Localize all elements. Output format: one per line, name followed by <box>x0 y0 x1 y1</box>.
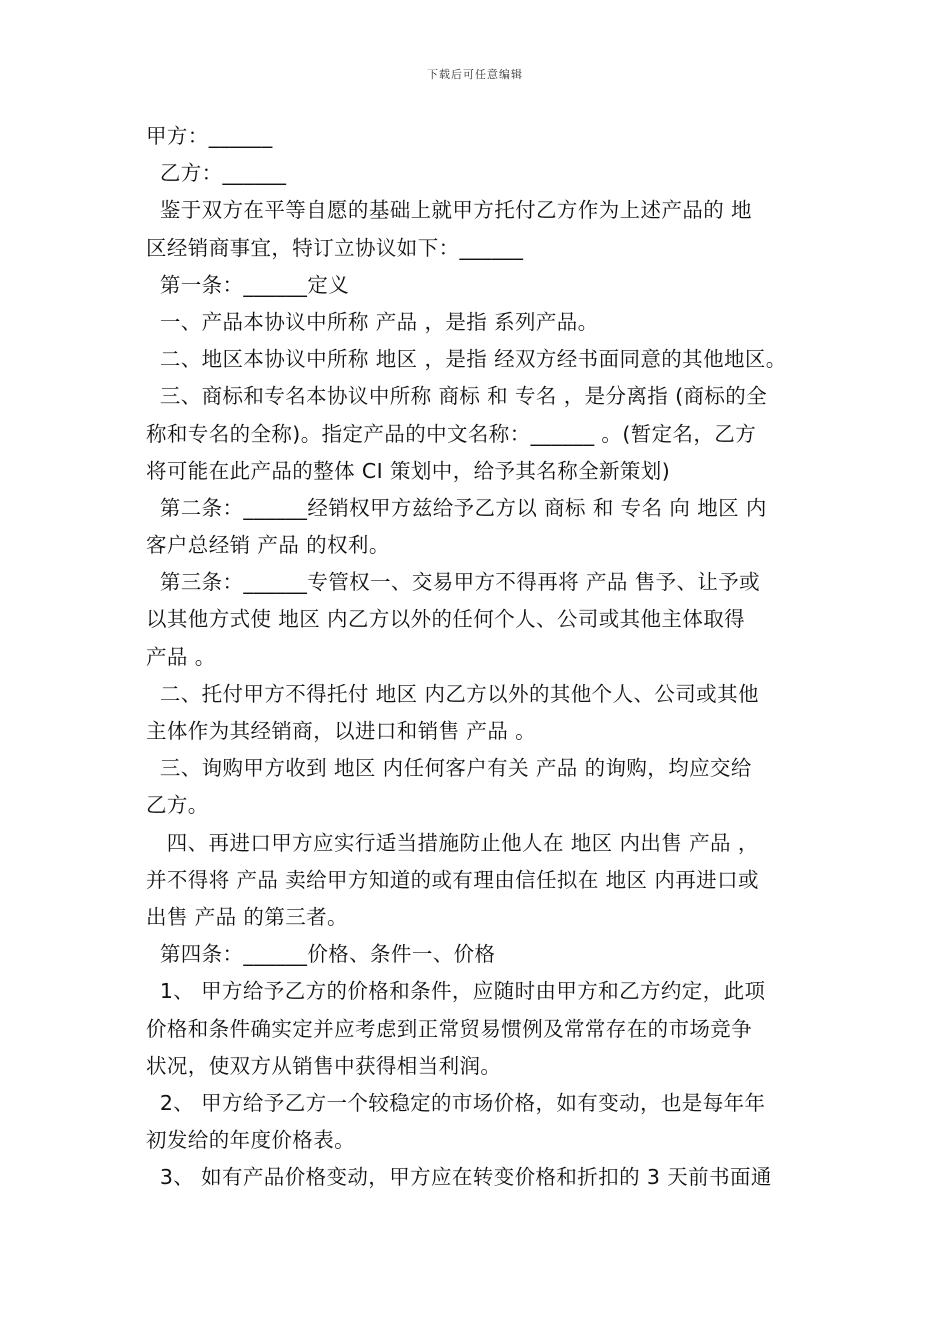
document-line: 价格和条件确实定并应考虑到正常贸易惯例及常常存在的市场竞争 <box>146 1016 753 1041</box>
document-line: 三、询购甲方收到 地区 内任何客户有关 产品 的询购，均应交给 <box>146 756 752 781</box>
header-note: 下载后可任意编辑 <box>427 68 523 81</box>
document-line: 1、 甲方给予乙方的价格和条件，应随时由甲方和乙方约定，此项 <box>146 979 766 1004</box>
document-line: 主体作为其经销商，以进口和销售 产品 。 <box>146 719 537 743</box>
document-line: 一、产品本协议中所称 产品 ，是指 系列产品。 <box>146 309 599 334</box>
document-line: 第二条：______经销权甲方兹给予乙方以 商标 和 专名 向 地区 内 <box>146 495 767 520</box>
document-line: 四、再进口甲方应实行适当措施防止他人在 地区 内出售 产品 ， <box>146 830 759 855</box>
document-line: 鉴于双方在平等自愿的基础上就甲方托付乙方作为上述产品的 地 <box>146 198 752 223</box>
document-line: 第四条：______价格、条件一、价格 <box>146 942 496 967</box>
document-line: 2、 甲方给予乙方一个较稳定的市场价格，如有变动，也是每年年 <box>146 1090 766 1115</box>
document-line: 出售 产品 的第三者。 <box>146 904 348 929</box>
document-line: 甲方：______ <box>146 124 273 148</box>
document-line: 乙方：______ <box>146 161 287 186</box>
document-line: 乙方。 <box>146 793 209 818</box>
document-line: 将可能在此产品的整体 CI 策划中，给予其名称全新策划) <box>146 458 671 483</box>
document-line: 以其他方式使 地区 内乙方以外的任何个人、公司或其他主体取得 <box>146 607 746 632</box>
document-line: 第三条：______专管权一、交易甲方不得再将 产品 售予、让予或 <box>146 570 761 595</box>
document-line: 二、托付甲方不得托付 地区 内乙方以外的其他个人、公司或其他 <box>146 681 759 706</box>
document-line: 客户总经销 产品 的权利。 <box>146 533 390 558</box>
document-line: 三、商标和专名本协议中所称 商标 和 专名 ，是分离指 (商标的全 <box>146 384 768 409</box>
document-line: 并不得将 产品 卖给甲方知道的或有理由信任拟在 地区 内再进口或 <box>146 867 759 892</box>
document-line: 产品 。 <box>146 644 216 669</box>
document-line: 3、 如有产品价格变动，甲方应在转变价格和折扣的 3 天前书面通 <box>146 1165 772 1190</box>
document-line: 初发给的年度价格表。 <box>146 1128 355 1153</box>
document-body <box>146 118 814 1196</box>
document-line: 二、地区本协议中所称 地区 ，是指 经双方经书面同意的其他地区。 <box>146 347 787 372</box>
document-line: 状况，使双方从销售中获得相当利润。 <box>146 1053 502 1078</box>
document-line: 区经销商事宜，特订立协议如下：______ <box>146 235 524 260</box>
document-line: 第一条：______定义 <box>146 272 350 297</box>
document-line: 称和专名的全称)。指定产品的中文名称：______ 。(暂定名，乙方 <box>146 421 757 446</box>
